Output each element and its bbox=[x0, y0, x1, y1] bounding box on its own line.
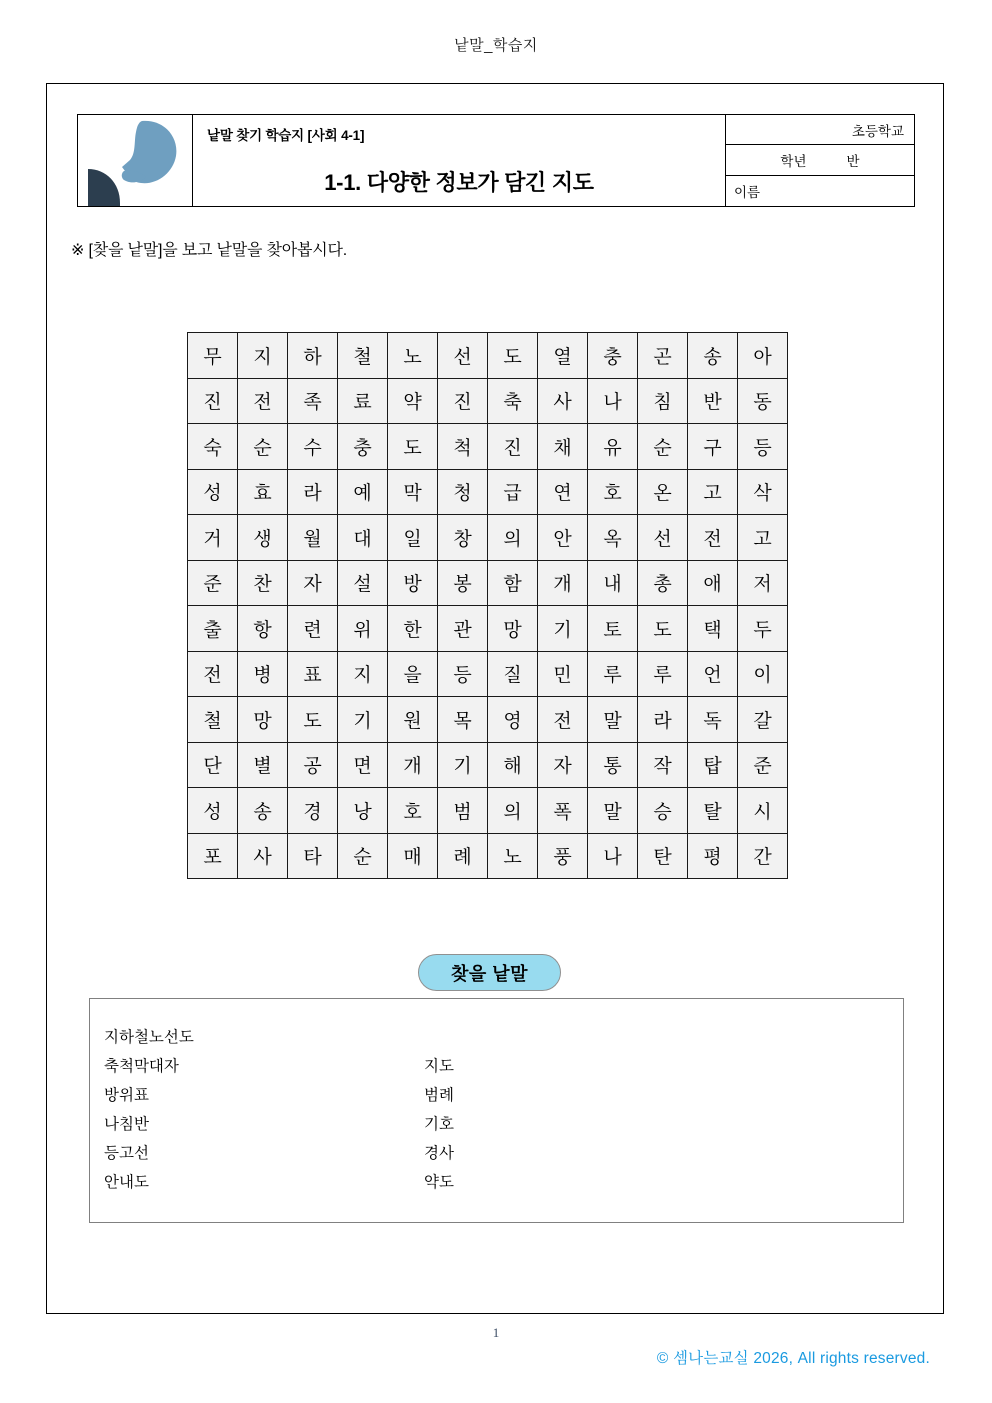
grid-row bbox=[188, 651, 788, 697]
word-list-box bbox=[89, 998, 904, 1223]
grid-cell[interactable]: 기 bbox=[338, 697, 388, 743]
grid-cell[interactable]: 갈 bbox=[738, 697, 788, 743]
grid-cell[interactable]: 채 bbox=[538, 424, 588, 470]
grid-cell[interactable]: 전 bbox=[688, 515, 738, 561]
grid-cell[interactable]: 준 bbox=[188, 560, 238, 606]
grid-cell[interactable]: 별 bbox=[238, 742, 288, 788]
grid-cell[interactable]: 노 bbox=[488, 833, 538, 879]
word-list-row bbox=[104, 1166, 903, 1195]
grid-cell[interactable]: 나 bbox=[588, 833, 638, 879]
class-label: 반 bbox=[846, 153, 860, 169]
grid-cell[interactable]: 라 bbox=[288, 469, 338, 515]
grid-cell[interactable]: 성 bbox=[188, 469, 238, 515]
grid-cell[interactable]: 망 bbox=[488, 606, 538, 652]
copyright-text: © 셈나는교실 2026, All rights reserved. bbox=[656, 1350, 930, 1367]
grade-class-row bbox=[726, 145, 914, 175]
grid-cell[interactable]: 송 bbox=[688, 333, 738, 379]
grid-row bbox=[188, 378, 788, 424]
school-label: 초등학교 bbox=[851, 123, 904, 139]
word-list-item: 지하철노선도 bbox=[104, 1028, 194, 1046]
grid-cell[interactable]: 망 bbox=[238, 697, 288, 743]
grid-cell[interactable]: 축 bbox=[488, 378, 538, 424]
grid-cell[interactable]: 질 bbox=[488, 651, 538, 697]
grid-cell[interactable]: 도 bbox=[638, 606, 688, 652]
instruction-text: ※ [찾을 낱말]을 보고 낱말을 찾아봅시다. bbox=[71, 242, 348, 259]
grid-cell[interactable]: 사 bbox=[538, 378, 588, 424]
grid-cell[interactable]: 원 bbox=[388, 697, 438, 743]
grid-cell[interactable]: 수 bbox=[288, 424, 338, 470]
logo-cell bbox=[78, 115, 193, 206]
grid-cell[interactable]: 선 bbox=[638, 515, 688, 561]
grid-cell[interactable]: 경 bbox=[288, 788, 338, 834]
word-list-row bbox=[104, 1021, 903, 1050]
grid-cell[interactable]: 말 bbox=[588, 788, 638, 834]
grid-cell[interactable]: 동 bbox=[738, 378, 788, 424]
grid-cell[interactable]: 호 bbox=[588, 469, 638, 515]
grid-cell[interactable]: 을 bbox=[388, 651, 438, 697]
page-frame bbox=[46, 83, 944, 1314]
grid-cell[interactable]: 기 bbox=[438, 742, 488, 788]
grid-cell[interactable]: 작 bbox=[638, 742, 688, 788]
grid-cell[interactable]: 포 bbox=[188, 833, 238, 879]
grid-cell[interactable]: 노 bbox=[388, 333, 438, 379]
grid-cell[interactable]: 족 bbox=[288, 378, 338, 424]
grid-cell[interactable]: 열 bbox=[538, 333, 588, 379]
grid-cell[interactable]: 생 bbox=[238, 515, 288, 561]
grid-row bbox=[188, 333, 788, 379]
grid-row bbox=[188, 742, 788, 788]
word-list-item: 기호 bbox=[424, 1115, 454, 1133]
grid-cell[interactable]: 면 bbox=[338, 742, 388, 788]
grid-cell[interactable]: 일 bbox=[388, 515, 438, 561]
grid-cell[interactable]: 탑 bbox=[688, 742, 738, 788]
word-list-item: 방위표 bbox=[104, 1086, 149, 1104]
grid-cell[interactable]: 등 bbox=[738, 424, 788, 470]
grid-cell[interactable]: 순 bbox=[638, 424, 688, 470]
word-search-table bbox=[187, 332, 788, 879]
grid-cell[interactable]: 저 bbox=[738, 560, 788, 606]
grid-cell[interactable]: 애 bbox=[688, 560, 738, 606]
name-label: 이름 bbox=[734, 184, 761, 200]
grid-cell[interactable]: 항 bbox=[238, 606, 288, 652]
grid-cell[interactable]: 자 bbox=[538, 742, 588, 788]
grid-row bbox=[188, 469, 788, 515]
grid-cell[interactable]: 안 bbox=[538, 515, 588, 561]
grid-cell[interactable]: 충 bbox=[338, 424, 388, 470]
subject-label: 낱말 찾기 학습지 [사회 4-1] bbox=[207, 128, 365, 143]
grid-cell[interactable]: 순 bbox=[338, 833, 388, 879]
grid-cell[interactable]: 도 bbox=[488, 333, 538, 379]
page-title: 1-1. 다양한 정보가 담긴 지도 bbox=[324, 170, 594, 195]
grid-row bbox=[188, 833, 788, 879]
word-list-badge: 찾을 낱말 bbox=[418, 954, 561, 991]
grid-cell[interactable]: 도 bbox=[288, 697, 338, 743]
word-list-item: 나침반 bbox=[104, 1115, 149, 1133]
grid-cell[interactable]: 유 bbox=[588, 424, 638, 470]
grade-label: 학년 bbox=[780, 153, 807, 169]
grid-cell[interactable]: 료 bbox=[338, 378, 388, 424]
grid-cell[interactable]: 곤 bbox=[638, 333, 688, 379]
word-search-grid bbox=[187, 332, 788, 879]
grid-cell[interactable]: 라 bbox=[638, 697, 688, 743]
grid-cell[interactable]: 낭 bbox=[338, 788, 388, 834]
grid-cell[interactable]: 찬 bbox=[238, 560, 288, 606]
grid-cell[interactable]: 목 bbox=[438, 697, 488, 743]
grid-row bbox=[188, 515, 788, 561]
grid-cell[interactable]: 통 bbox=[588, 742, 638, 788]
grid-cell[interactable]: 의 bbox=[488, 515, 538, 561]
grid-cell[interactable]: 무 bbox=[188, 333, 238, 379]
school-row bbox=[726, 115, 914, 145]
grid-cell[interactable]: 승 bbox=[638, 788, 688, 834]
grid-cell[interactable]: 전 bbox=[238, 378, 288, 424]
grid-cell[interactable]: 해 bbox=[488, 742, 538, 788]
grid-cell[interactable]: 진 bbox=[488, 424, 538, 470]
grid-cell[interactable]: 침 bbox=[638, 378, 688, 424]
word-list-row bbox=[104, 1108, 903, 1137]
word-list-item: 안내도 bbox=[104, 1173, 149, 1191]
grid-cell[interactable]: 구 bbox=[688, 424, 738, 470]
grid-cell[interactable]: 철 bbox=[188, 697, 238, 743]
name-row bbox=[726, 176, 914, 206]
grid-cell[interactable]: 송 bbox=[238, 788, 288, 834]
grid-cell[interactable]: 삭 bbox=[738, 469, 788, 515]
grid-cell[interactable]: 거 bbox=[188, 515, 238, 561]
grid-cell[interactable]: 전 bbox=[188, 651, 238, 697]
grid-cell[interactable]: 연 bbox=[538, 469, 588, 515]
grid-cell[interactable]: 성 bbox=[188, 788, 238, 834]
page-number: 1 bbox=[492, 1325, 500, 1340]
word-list-item: 지도 bbox=[424, 1057, 454, 1075]
grid-cell[interactable]: 대 bbox=[338, 515, 388, 561]
grid-cell[interactable]: 내 bbox=[588, 560, 638, 606]
grid-cell[interactable]: 전 bbox=[538, 697, 588, 743]
grid-cell[interactable]: 평 bbox=[688, 833, 738, 879]
worksheet-header-table bbox=[77, 114, 915, 207]
grid-cell[interactable]: 창 bbox=[438, 515, 488, 561]
grid-cell[interactable]: 풍 bbox=[538, 833, 588, 879]
grid-cell[interactable]: 봉 bbox=[438, 560, 488, 606]
grid-cell[interactable]: 준 bbox=[738, 742, 788, 788]
word-list-item: 약도 bbox=[424, 1173, 454, 1191]
grid-cell[interactable]: 폭 bbox=[538, 788, 588, 834]
grid-cell[interactable]: 탄 bbox=[638, 833, 688, 879]
grid-cell[interactable]: 언 bbox=[688, 651, 738, 697]
grid-cell[interactable]: 의 bbox=[488, 788, 538, 834]
grid-cell[interactable]: 옥 bbox=[588, 515, 638, 561]
grid-cell[interactable]: 순 bbox=[238, 424, 288, 470]
grid-cell[interactable]: 공 bbox=[288, 742, 338, 788]
grid-cell[interactable]: 표 bbox=[288, 651, 338, 697]
grid-cell[interactable]: 급 bbox=[488, 469, 538, 515]
grid-cell[interactable]: 호 bbox=[388, 788, 438, 834]
grid-cell[interactable]: 타 bbox=[288, 833, 338, 879]
grid-cell[interactable]: 온 bbox=[638, 469, 688, 515]
grid-cell[interactable]: 척 bbox=[438, 424, 488, 470]
grid-cell[interactable]: 독 bbox=[688, 697, 738, 743]
grid-cell[interactable]: 방 bbox=[388, 560, 438, 606]
grid-cell[interactable]: 개 bbox=[388, 742, 438, 788]
grid-cell[interactable]: 하 bbox=[288, 333, 338, 379]
grid-row bbox=[188, 697, 788, 743]
grid-cell[interactable]: 간 bbox=[738, 833, 788, 879]
running-header: 낱말_학습지 bbox=[454, 37, 538, 54]
grid-cell[interactable]: 고 bbox=[688, 469, 738, 515]
grid-cell[interactable]: 나 bbox=[588, 378, 638, 424]
grid-cell[interactable]: 월 bbox=[288, 515, 338, 561]
word-list-item: 범례 bbox=[424, 1086, 454, 1104]
grid-cell[interactable]: 영 bbox=[488, 697, 538, 743]
grid-row bbox=[188, 606, 788, 652]
grid-cell[interactable]: 이 bbox=[738, 651, 788, 697]
word-list-item: 경사 bbox=[424, 1144, 454, 1162]
grid-cell[interactable]: 탈 bbox=[688, 788, 738, 834]
grid-row bbox=[188, 424, 788, 470]
grid-cell[interactable]: 례 bbox=[438, 833, 488, 879]
grid-cell[interactable]: 자 bbox=[288, 560, 338, 606]
grid-row bbox=[188, 788, 788, 834]
grid-cell[interactable]: 시 bbox=[738, 788, 788, 834]
grid-cell[interactable]: 도 bbox=[388, 424, 438, 470]
grid-cell[interactable]: 단 bbox=[188, 742, 238, 788]
grid-cell[interactable]: 말 bbox=[588, 697, 638, 743]
grid-cell[interactable]: 위 bbox=[338, 606, 388, 652]
grid-cell[interactable]: 선 bbox=[438, 333, 488, 379]
word-list-row bbox=[104, 1137, 903, 1166]
grid-cell[interactable]: 청 bbox=[438, 469, 488, 515]
grid-cell[interactable]: 기 bbox=[538, 606, 588, 652]
grid-cell[interactable]: 두 bbox=[738, 606, 788, 652]
grid-cell[interactable]: 함 bbox=[488, 560, 538, 606]
grid-cell[interactable]: 약 bbox=[388, 378, 438, 424]
grid-cell[interactable]: 숙 bbox=[188, 424, 238, 470]
grid-cell[interactable]: 총 bbox=[638, 560, 688, 606]
grid-cell[interactable]: 설 bbox=[338, 560, 388, 606]
grid-cell[interactable]: 진 bbox=[188, 378, 238, 424]
grid-cell[interactable]: 사 bbox=[238, 833, 288, 879]
word-list-row bbox=[104, 1079, 903, 1108]
title-cell bbox=[193, 115, 726, 206]
grid-cell[interactable]: 진 bbox=[438, 378, 488, 424]
grid-row bbox=[188, 560, 788, 606]
student-info-cell bbox=[726, 115, 914, 206]
grid-cell[interactable]: 고 bbox=[738, 515, 788, 561]
grid-cell[interactable]: 충 bbox=[588, 333, 638, 379]
grid-cell[interactable]: 출 bbox=[188, 606, 238, 652]
grid-cell[interactable]: 토 bbox=[588, 606, 638, 652]
grid-cell[interactable]: 효 bbox=[238, 469, 288, 515]
grid-cell[interactable]: 지 bbox=[238, 333, 288, 379]
grid-cell[interactable]: 택 bbox=[688, 606, 738, 652]
grid-cell[interactable]: 관 bbox=[438, 606, 488, 652]
grid-cell[interactable]: 루 bbox=[638, 651, 688, 697]
grid-cell[interactable]: 련 bbox=[288, 606, 338, 652]
word-list-item: 축척막대자 bbox=[104, 1057, 179, 1075]
grid-cell[interactable]: 막 bbox=[388, 469, 438, 515]
grid-cell[interactable]: 반 bbox=[688, 378, 738, 424]
grid-cell[interactable]: 예 bbox=[338, 469, 388, 515]
grid-cell[interactable]: 범 bbox=[438, 788, 488, 834]
grid-cell[interactable]: 병 bbox=[238, 651, 288, 697]
grid-cell[interactable]: 아 bbox=[738, 333, 788, 379]
word-list-item: 등고선 bbox=[104, 1144, 149, 1162]
grid-cell[interactable]: 등 bbox=[438, 651, 488, 697]
grid-cell[interactable]: 한 bbox=[388, 606, 438, 652]
word-list-row bbox=[104, 1050, 903, 1079]
grid-cell[interactable]: 매 bbox=[388, 833, 438, 879]
grid-cell[interactable]: 루 bbox=[588, 651, 638, 697]
grid-cell[interactable]: 철 bbox=[338, 333, 388, 379]
grid-cell[interactable]: 지 bbox=[338, 651, 388, 697]
grid-cell[interactable]: 민 bbox=[538, 651, 588, 697]
grid-cell[interactable]: 개 bbox=[538, 560, 588, 606]
